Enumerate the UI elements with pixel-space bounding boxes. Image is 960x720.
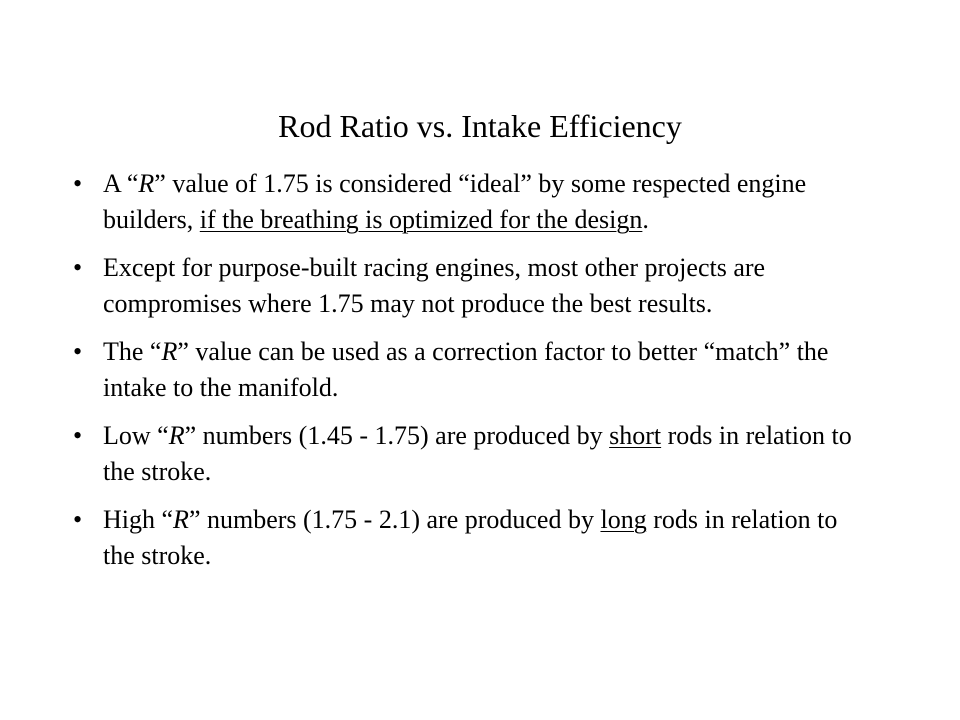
underlined-segment: long xyxy=(600,505,647,534)
bullet-text xyxy=(103,505,837,570)
italic-segment: R xyxy=(161,337,178,366)
text-segment: The “ xyxy=(103,337,162,366)
text-segment: . xyxy=(642,205,649,234)
bullet-item xyxy=(73,166,873,238)
bullet-dot-icon: • xyxy=(73,169,83,198)
bullet-item xyxy=(73,502,873,574)
bullet-dot-icon: • xyxy=(73,421,83,450)
italic-segment: R xyxy=(168,421,185,450)
text-segment: A “ xyxy=(103,169,139,198)
text-segment: ” value can be used as a correction factor to better “match” the intake to the manifold. xyxy=(103,337,829,402)
bullet-dot-icon: • xyxy=(73,337,83,366)
bullet-text xyxy=(103,253,765,318)
text-segment: Low “ xyxy=(103,421,169,450)
underlined-segment: if the breathing is optimized for the design xyxy=(199,205,643,234)
bullet-list xyxy=(73,166,873,586)
text-segment: ” numbers (1.45 - 1.75) are produced by xyxy=(184,421,610,450)
text-segment: High “ xyxy=(103,505,174,534)
text-segment: rods in relation to the stroke. xyxy=(103,421,852,486)
text-segment: ” value of 1.75 is considered “ideal” by some respected engine builders, xyxy=(103,169,807,234)
text-segment: Except for purpose-built racing engines, most other projects are compromises where 1.75 may not produce the best results. xyxy=(103,253,766,318)
bullet-text xyxy=(103,337,828,402)
slide-title: Rod Ratio vs. Intake Efficiency xyxy=(278,108,682,144)
italic-segment: R xyxy=(138,169,155,198)
bullet-text xyxy=(103,421,852,486)
bullet-dot-icon: • xyxy=(73,505,83,534)
text-segment: rods in relation to the stroke. xyxy=(103,505,838,570)
text-segment: ” numbers (1.75 - 2.1) are produced by xyxy=(188,505,601,534)
bullet-item xyxy=(73,418,873,490)
underlined-segment: short xyxy=(609,421,662,450)
bullet-item xyxy=(73,334,873,406)
bullet-item xyxy=(73,250,873,322)
bullet-text xyxy=(103,169,806,234)
italic-segment: R xyxy=(173,505,189,534)
bullet-dot-icon: • xyxy=(73,253,83,282)
